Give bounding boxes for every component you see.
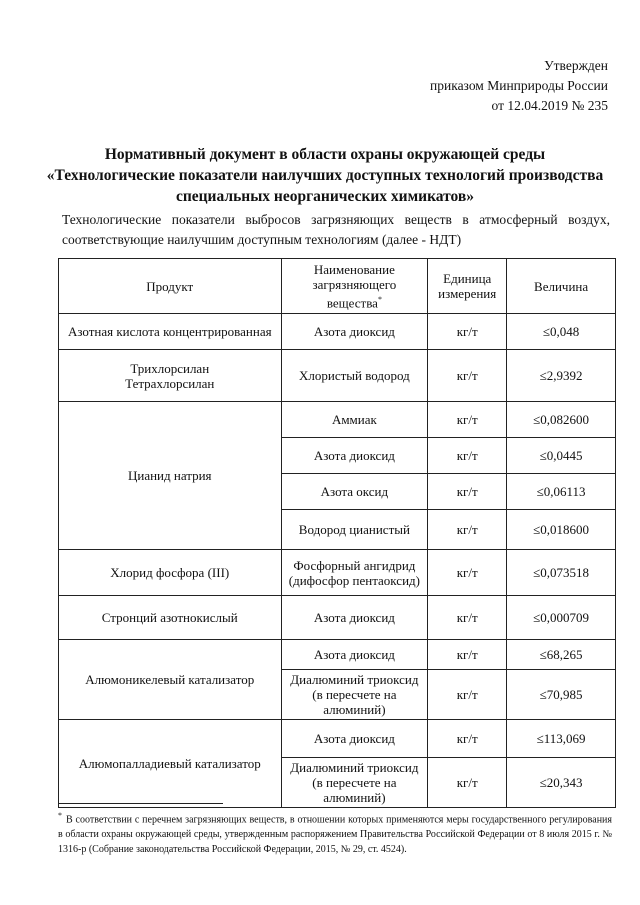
unit-cell: кг/т xyxy=(428,402,507,438)
approval-block xyxy=(430,56,608,116)
substance-cell: Фосфорный ангидрид (дифосфор пентаоксид) xyxy=(281,550,428,596)
value-cell: ≤0,082600 xyxy=(507,402,616,438)
table-row xyxy=(59,720,616,758)
unit-cell: кг/т xyxy=(428,758,507,808)
value-cell: ≤68,265 xyxy=(507,640,616,670)
unit-cell: кг/т xyxy=(428,670,507,720)
value-cell: ≤0,018600 xyxy=(507,510,616,550)
approval-line-1: Утвержден xyxy=(544,58,608,73)
substance-cell: Диалюминий триоксид (в пересчете на алюминий) xyxy=(281,670,428,720)
value-cell: ≤113,069 xyxy=(507,720,616,758)
title-line-2: «Технологические показатели наилучших доступных технологий производства xyxy=(46,167,604,184)
table-row xyxy=(59,402,616,438)
substance-cell: Азота диоксид xyxy=(281,314,428,350)
product-cell: Цианид натрия xyxy=(59,402,282,550)
unit-cell: кг/т xyxy=(428,438,507,474)
value-cell: ≤0,06113 xyxy=(507,474,616,510)
header-substance xyxy=(281,259,428,314)
intro-paragraph: Технологические показатели выбросов загрязняющих веществ в атмосферный воздух, соответствующие наилучшим доступным технологиям (далее - НДТ) xyxy=(62,212,610,247)
product-cell: Хлорид фосфора (III) xyxy=(59,550,282,596)
footnote-mark: * xyxy=(58,811,62,820)
unit-cell: кг/т xyxy=(428,720,507,758)
header-substance-label: Наименование загрязняющего вещества xyxy=(312,261,397,311)
product-cell: Алюмопалладиевый катализатор xyxy=(59,720,282,808)
substance-cell: Диалюминий триоксид (в пересчете на алюминий) xyxy=(281,758,428,808)
substance-cell: Аммиак xyxy=(281,402,428,438)
approval-line-3: от 12.04.2019 № 235 xyxy=(491,98,608,113)
table-row xyxy=(59,640,616,670)
footnote-text: В соответствии с перечнем загрязняющих веществ, в отношении которых применяются меры государственного регулирования в области охраны окружающей среды, утвержденным распоряжением Правительства Российской Федерации от 8 июля 2015 г. № 1316-р (Собрание законодательства Российской Федерации, 2015, № 29, ст. 4524). xyxy=(58,814,612,856)
title-line-3: специальных неорганических химикатов» xyxy=(175,188,475,205)
unit-cell: кг/т xyxy=(428,350,507,402)
value-cell: ≤0,048 xyxy=(507,314,616,350)
value-cell: ≤20,343 xyxy=(507,758,616,808)
footnote-divider xyxy=(58,803,223,804)
product-cell: Стронций азотнокислый xyxy=(59,596,282,640)
substance-cell: Азота диоксид xyxy=(281,596,428,640)
unit-cell: кг/т xyxy=(428,640,507,670)
unit-cell: кг/т xyxy=(428,550,507,596)
substance-cell: Азота диоксид xyxy=(281,720,428,758)
product-cell: Трихлорсилан Тетрахлорсилан xyxy=(59,350,282,402)
unit-cell: кг/т xyxy=(428,510,507,550)
unit-cell: кг/т xyxy=(428,314,507,350)
product-cell: Алюмоникелевый катализатор xyxy=(59,640,282,720)
table-row xyxy=(59,550,616,596)
unit-cell: кг/т xyxy=(428,596,507,640)
substance-cell: Азота диоксид xyxy=(281,438,428,474)
table-row xyxy=(59,314,616,350)
ndt-table xyxy=(58,258,616,808)
header-unit: Единица измерения xyxy=(428,259,507,314)
substance-cell: Водород цианистый xyxy=(281,510,428,550)
title-line-1: Нормативный документ в области охраны окружающей среды xyxy=(104,146,546,163)
value-cell: ≤0,0445 xyxy=(507,438,616,474)
value-cell: ≤2,9392 xyxy=(507,350,616,402)
table-row xyxy=(59,596,616,640)
document-title xyxy=(40,144,610,207)
product-cell: Азотная кислота концентрированная xyxy=(59,314,282,350)
unit-cell: кг/т xyxy=(428,474,507,510)
approval-line-2: приказом Минприроды России xyxy=(430,78,608,93)
header-substance-footnote-mark: * xyxy=(377,294,382,304)
header-value: Величина xyxy=(507,259,616,314)
table-row xyxy=(59,350,616,402)
value-cell: ≤0,073518 xyxy=(507,550,616,596)
value-cell: ≤0,000709 xyxy=(507,596,616,640)
footnote xyxy=(58,808,612,857)
value-cell: ≤70,985 xyxy=(507,670,616,720)
substance-cell: Азота оксид xyxy=(281,474,428,510)
substance-cell: Азота диоксид xyxy=(281,640,428,670)
table-header-row xyxy=(59,259,616,314)
header-product: Продукт xyxy=(59,259,282,314)
substance-cell: Хлористый водород xyxy=(281,350,428,402)
